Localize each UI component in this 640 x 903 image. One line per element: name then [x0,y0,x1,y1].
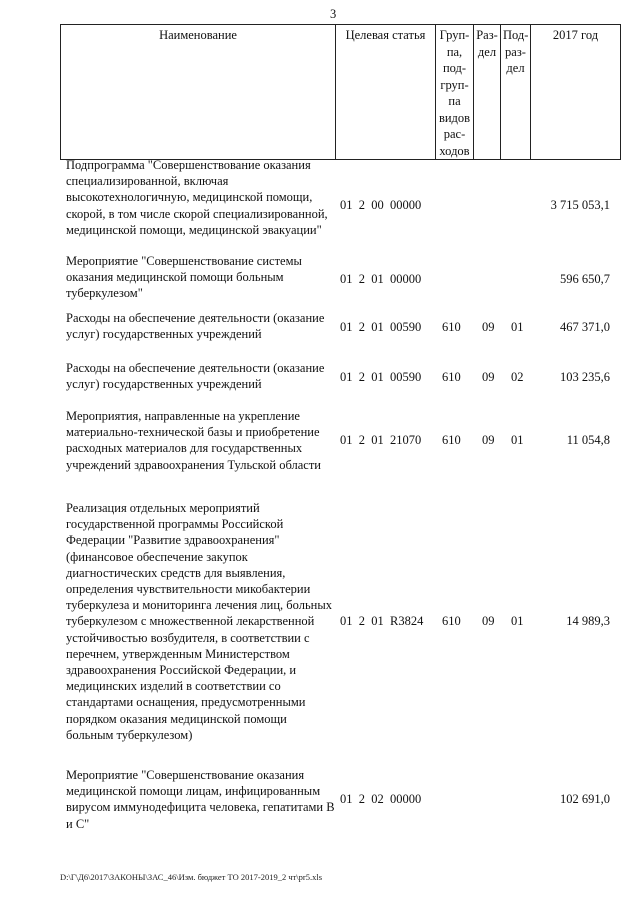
table-row [60,360,620,396]
row-amount: 596 650,7 [560,272,610,286]
row-name: Мероприятие "Совершенствование оказания медицинской помощи лицам, инфицированным вирусом иммунодефицита человека, гепатитами В и С" [66,768,335,831]
row-group: 610 [442,320,461,334]
table-row [60,408,620,476]
row-code: 01 2 01 00590 [340,320,422,334]
header-section: Раз- дел [474,25,501,160]
row-section: 09 [482,433,495,447]
row-code: 01 2 01 21070 [340,433,422,447]
row-code: 01 2 01 R3824 [340,614,424,628]
row-section: 09 [482,370,495,384]
header-target: Целевая статья [336,25,436,160]
row-code: 01 2 01 00000 [340,272,422,286]
row-amount: 14 989,3 [566,614,610,628]
row-section: 09 [482,320,495,334]
header-year: 2017 год [531,25,621,160]
table-header [60,24,621,160]
table-row [60,310,620,346]
row-group: 610 [442,614,461,628]
row-name: Реализация отдельных мероприятий государственной программы Российской Федерации "Развитие здравоохранения" (финансовое обеспечение закупок диагностических средств для выявления, определения чувствительности микобактерии туберкулеза и мониторинга лечения лиц, больных туберкулезом с множественной лекарственной устойчивостью возбудителя, в соответствии с перечнем, утвержденным Министерством здравоохранения Российской Федерации, и медицинских изделий в соответствии со стандартами оснащения, предусмотренными порядком оказания медицинской помощи больным туберкулезом) [66,501,333,742]
row-subsection: 01 [511,433,524,447]
row-amount: 102 691,0 [560,792,610,806]
row-subsection: 01 [511,614,524,628]
row-code: 01 2 00 00000 [340,198,422,212]
table-row [60,157,620,253]
table-row [60,767,620,835]
row-name: Расходы на обеспечение деятельности (оказание услуг) государственных учреждений [66,361,325,392]
row-name: Мероприятие "Совершенствование системы оказания медицинской помощи больным туберкулезом" [66,254,302,301]
table-row [60,500,620,745]
header-name: Наименование [61,25,336,160]
row-subsection: 02 [511,370,524,384]
row-amount: 11 054,8 [566,433,610,447]
row-code: 01 2 01 00590 [340,370,422,384]
row-name: Мероприятия, направленные на укрепление материально-технической базы и приобретение расходных материалов для государственных учреждений здравоохранения Тульской области [66,409,321,472]
file-path-footer: D:\Г\Д6\2017\ЗАКОНЫ\ЗАС_46\Изм. бюджет ТО 2017-2019_2 чт\pr5.xls [60,872,323,882]
row-name: Подпрограмма "Совершенствование оказания специализированной, включая высокотехнологичную, медицинской помощи, скорой, в том числе скорой специализированной, медицинской помощи, медицинской эвакуации" [66,158,328,237]
row-section: 09 [482,614,495,628]
page-number: 3 [330,7,337,21]
row-amount: 3 715 053,1 [550,198,610,212]
row-name: Расходы на обеспечение деятельности (оказание услуг) государственных учреждений [66,311,325,342]
row-subsection: 01 [511,320,524,334]
row-group: 610 [442,433,461,447]
table-row [60,253,620,303]
row-group: 610 [442,370,461,384]
row-amount: 467 371,0 [560,320,610,334]
row-amount: 103 235,6 [560,370,610,384]
row-code: 01 2 02 00000 [340,792,422,806]
header-group: Груп- па, под- груп- па видов рас- ходов [436,25,474,160]
header-subsection: Под- раз- дел [501,25,531,160]
